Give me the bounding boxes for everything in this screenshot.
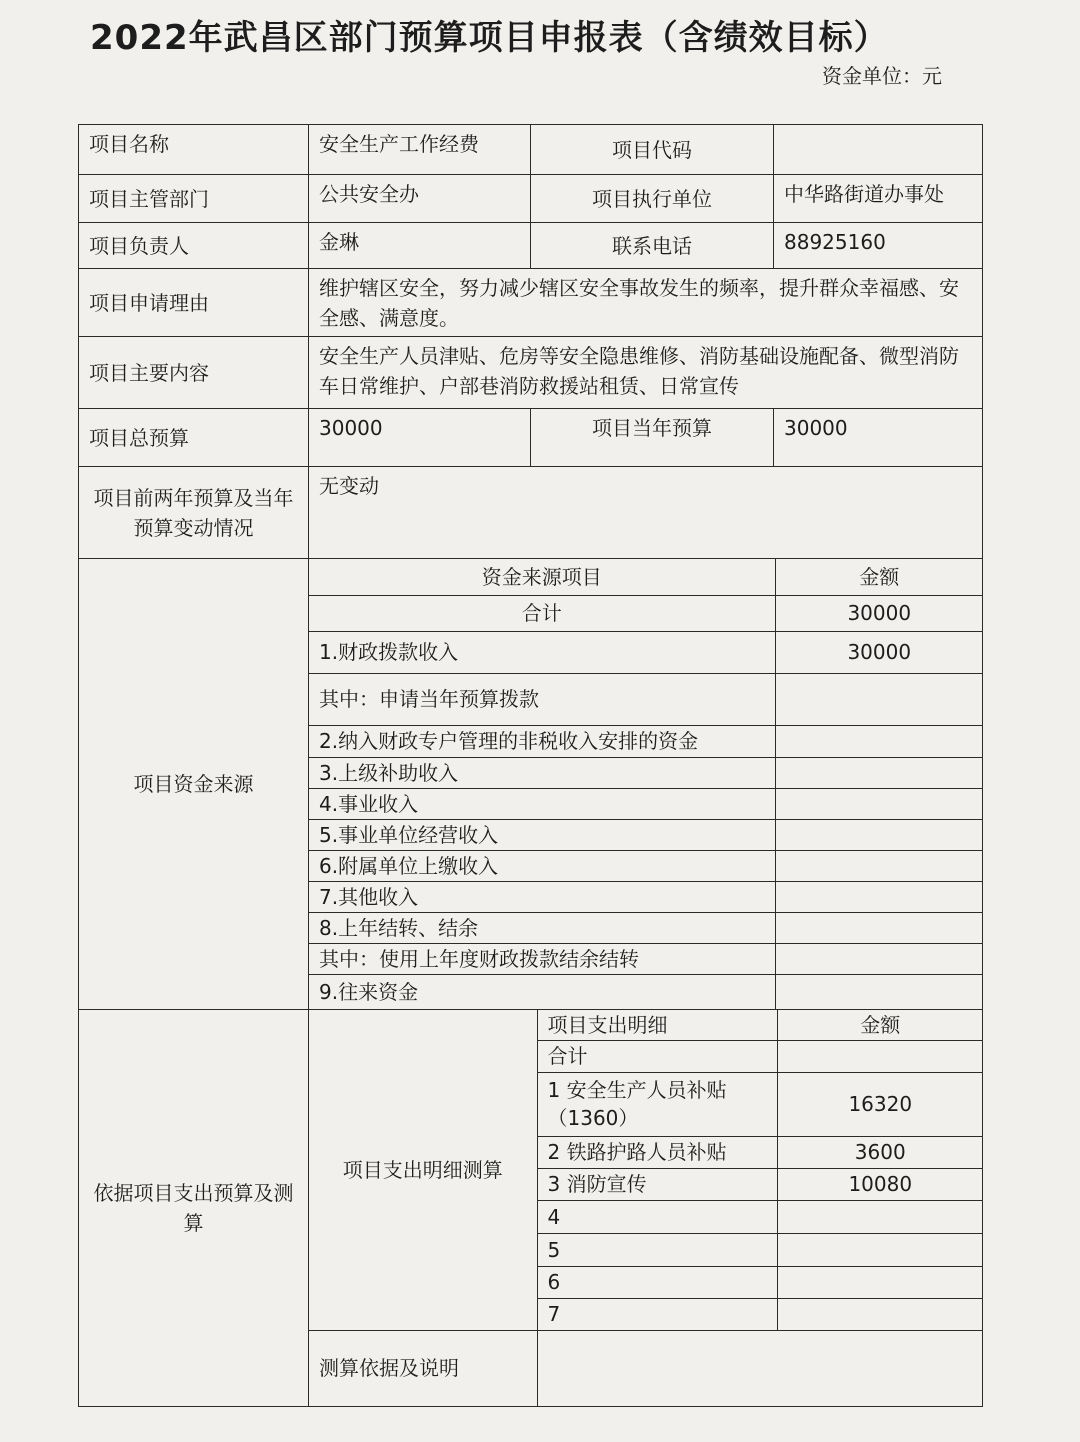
phone-value: 88925160	[774, 223, 983, 269]
funding-row-name: 4.事业收入	[309, 788, 775, 819]
funding-row-amount: 30000	[775, 595, 983, 631]
expense-cell	[309, 1010, 983, 1407]
budget-table	[78, 124, 983, 1407]
funding-row-name: 其中：申请当年预算拨款	[309, 673, 775, 725]
expense-row-name: 合计	[537, 1040, 777, 1072]
funding-row-amount	[775, 757, 983, 788]
funding-label: 项目资金来源	[79, 559, 309, 1010]
change-label: 项目前两年预算及当年预算变动情况	[79, 467, 309, 559]
dept-label: 项目主管部门	[79, 175, 309, 223]
funding-cell	[309, 559, 983, 1010]
budget-form	[78, 124, 982, 1414]
funding-row-amount	[775, 912, 983, 943]
funding-row-name: 2.纳入财政专户管理的非税收入安排的资金	[309, 725, 775, 757]
expense-row-name: 5	[537, 1233, 777, 1266]
content-label: 项目主要内容	[79, 337, 309, 409]
expense-col-item: 项目支出明细	[537, 1010, 777, 1040]
funding-col-amount: 金额	[775, 559, 983, 595]
funding-row-name: 合计	[309, 595, 775, 631]
expense-row-name: 1 安全生产人员补贴（1360）	[537, 1072, 777, 1136]
basis-label: 测算依据及说明	[309, 1330, 537, 1406]
expense-row-amount	[777, 1298, 983, 1330]
funding-row-name: 5.事业单位经营收入	[309, 819, 775, 850]
funding-row-name: 其中：使用上年度财政拨款结余结转	[309, 943, 775, 974]
document-title: 2022年武昌区部门预算项目申报表（含绩效目标）	[90, 18, 889, 58]
expense-row-amount	[777, 1233, 983, 1266]
funding-row-amount	[775, 943, 983, 974]
total-budget-value: 30000	[309, 409, 531, 467]
expense-row-name: 6	[537, 1266, 777, 1298]
reason-value: 维护辖区安全，努力减少辖区安全事故发生的频率，提升群众幸福感、安全感、满意度。	[309, 269, 983, 337]
funding-row-amount	[775, 881, 983, 912]
phone-label: 联系电话	[531, 223, 774, 269]
funding-row-amount: 30000	[775, 631, 983, 673]
exec-unit-value: 中华路街道办事处	[774, 175, 983, 223]
project-code-label: 项目代码	[531, 125, 774, 175]
expense-row-name: 3 消防宣传	[537, 1168, 777, 1200]
expense-row-amount: 16320	[777, 1072, 983, 1136]
total-budget-label: 项目总预算	[79, 409, 309, 467]
expense-col-amount: 金额	[777, 1010, 983, 1040]
expense-row-amount	[777, 1040, 983, 1072]
funding-row-name: 3.上级补助收入	[309, 757, 775, 788]
expense-row-name: 2 铁路护路人员补贴	[537, 1136, 777, 1168]
funding-row-amount	[775, 974, 983, 1009]
funding-row-amount	[775, 850, 983, 881]
reason-label: 项目申请理由	[79, 269, 309, 337]
funding-table	[309, 559, 983, 1009]
leader-label: 项目负责人	[79, 223, 309, 269]
basis-value	[537, 1330, 983, 1406]
exec-unit-label: 项目执行单位	[531, 175, 774, 223]
change-value: 无变动	[309, 467, 983, 559]
funding-row-name: 6.附属单位上缴收入	[309, 850, 775, 881]
funding-col-source: 资金来源项目	[309, 559, 775, 595]
content-value: 安全生产人员津贴、危房等安全隐患维修、消防基础设施配备、微型消防车日常维护、户部巷消防救援站租赁、日常宣传	[309, 337, 983, 409]
dept-value: 公共安全办	[309, 175, 531, 223]
project-name-label: 项目名称	[79, 125, 309, 175]
project-code-value	[774, 125, 983, 175]
funding-row-amount	[775, 819, 983, 850]
funding-row-amount	[775, 725, 983, 757]
year-budget-value: 30000	[774, 409, 983, 467]
expense-row-amount	[777, 1266, 983, 1298]
expense-label: 依据项目支出预算及测算	[79, 1010, 309, 1407]
funding-row-name: 9.往来资金	[309, 974, 775, 1009]
funding-row-name: 1.财政拨款收入	[309, 631, 775, 673]
funding-row-amount	[775, 788, 983, 819]
expense-row-name: 7	[537, 1298, 777, 1330]
expense-row-amount: 3600	[777, 1136, 983, 1168]
expense-detail-label: 项目支出明细测算	[309, 1010, 537, 1330]
expense-row-name: 4	[537, 1200, 777, 1233]
project-name-value: 安全生产工作经费	[309, 125, 531, 175]
year-budget-label: 项目当年预算	[531, 409, 774, 467]
currency-unit: 资金单位：元	[822, 64, 942, 88]
expense-row-amount	[777, 1200, 983, 1233]
funding-row-amount	[775, 673, 983, 725]
expense-table	[309, 1010, 983, 1406]
funding-row-name: 8.上年结转、结余	[309, 912, 775, 943]
funding-row-name: 7.其他收入	[309, 881, 775, 912]
expense-row-amount: 10080	[777, 1168, 983, 1200]
leader-value: 金琳	[309, 223, 531, 269]
